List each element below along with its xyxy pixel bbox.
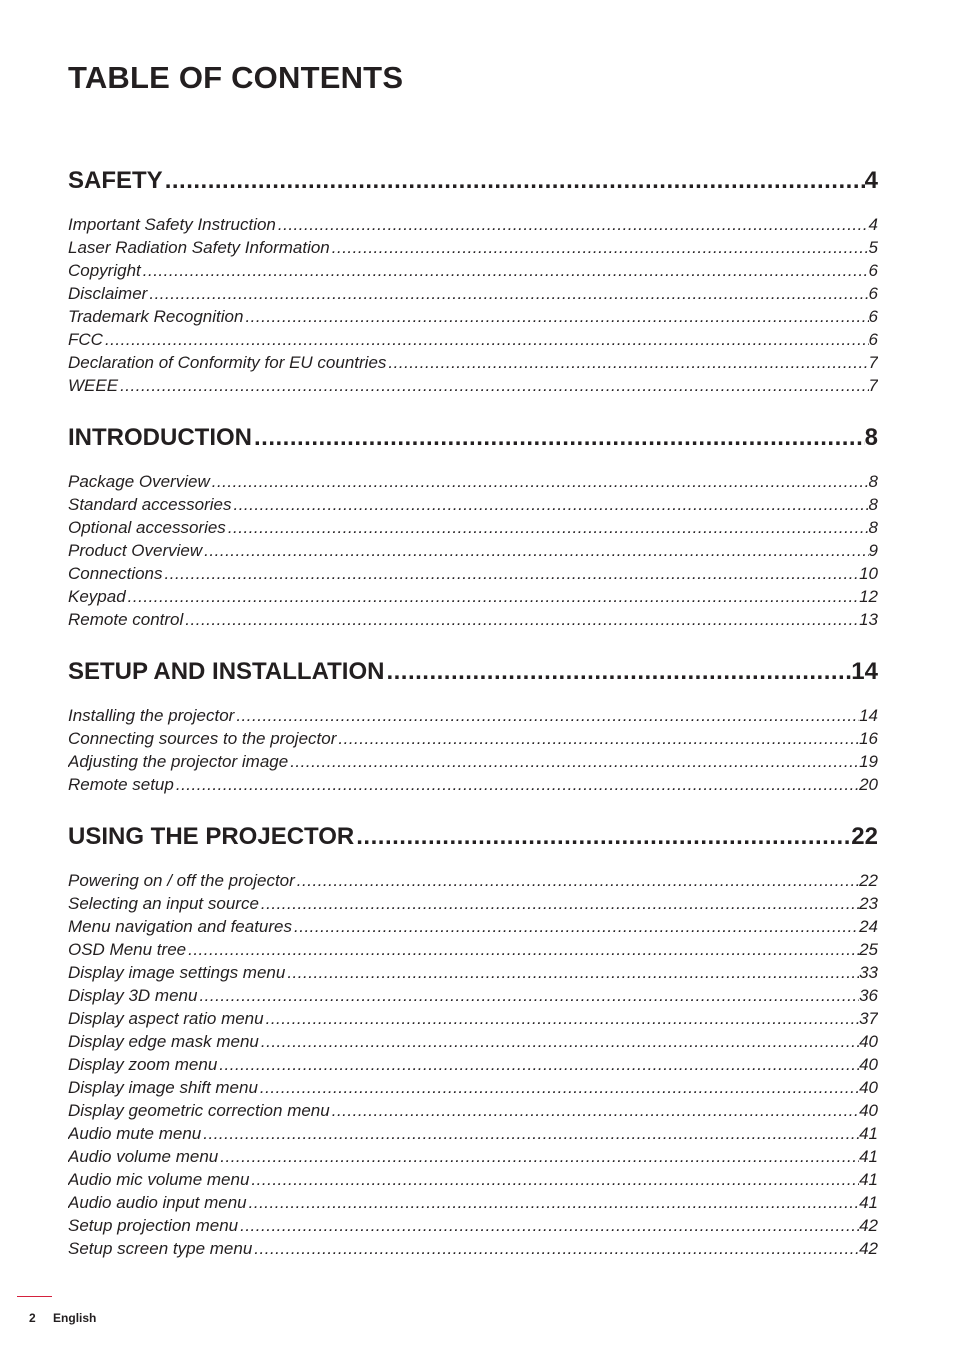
toc-entry-page: 41 <box>859 1193 878 1212</box>
toc-entry[interactable] <box>68 1030 878 1053</box>
toc-entry-page: 36 <box>859 986 878 1005</box>
toc-entry[interactable] <box>68 750 878 773</box>
toc-section-title: USING THE PROJECTOR <box>68 823 355 850</box>
toc-entry-title: Adjusting the projector image <box>68 752 289 771</box>
toc-entry-title: Audio mic volume menu <box>68 1170 250 1189</box>
dot-leader <box>163 164 865 198</box>
toc-entry[interactable] <box>68 915 878 938</box>
toc-entry-page: 25 <box>859 940 878 959</box>
toc-entry-title: Display zoom menu <box>68 1055 218 1074</box>
toc-entry-title: Display image settings menu <box>68 963 286 982</box>
toc-entry-title: Selecting an input source <box>68 894 259 913</box>
toc-section <box>68 421 878 631</box>
dot-leader <box>354 820 851 854</box>
dot-leader <box>238 1214 859 1237</box>
toc-entry[interactable] <box>68 539 878 562</box>
toc-section-page: 22 <box>851 823 878 850</box>
toc-entry-page: 23 <box>859 894 878 913</box>
toc-entry-page: 24 <box>859 917 878 936</box>
toc-section-heading[interactable] <box>68 164 878 198</box>
toc-entry-title: Audio mute menu <box>68 1124 202 1143</box>
toc-entry[interactable] <box>68 1099 878 1122</box>
toc-entry-title: Display edge mask menu <box>68 1032 259 1051</box>
toc-entry-title: Display 3D menu <box>68 986 198 1005</box>
toc-entry-title: Audio audio input menu <box>68 1193 247 1212</box>
toc-entry[interactable] <box>68 236 878 259</box>
toc-entry[interactable] <box>68 1237 878 1260</box>
toc-entry-title: Remote setup <box>68 775 174 794</box>
dot-leader <box>202 539 868 562</box>
dot-leader <box>231 493 868 516</box>
toc-entry-title: FCC <box>68 330 103 349</box>
toc-entry-title: OSD Menu tree <box>68 940 187 959</box>
dot-leader <box>126 585 859 608</box>
toc-entry-title: Optional accessories <box>68 518 226 537</box>
toc-entry-title: Powering on / off the projector <box>68 871 295 890</box>
page-footer <box>29 1311 96 1325</box>
toc-entry-page: 8 <box>868 518 878 537</box>
dot-leader <box>226 516 869 539</box>
dot-leader <box>276 213 869 236</box>
toc-entry-page: 19 <box>859 752 878 771</box>
toc-entry[interactable] <box>68 1168 878 1191</box>
toc-entry-title: WEEE <box>68 376 119 395</box>
toc-entry[interactable] <box>68 938 878 961</box>
dot-leader <box>386 351 868 374</box>
toc-entry[interactable] <box>68 470 878 493</box>
toc-entry-title: Trademark Recognition <box>68 307 244 326</box>
toc-entry-title: Connections <box>68 564 163 583</box>
toc-entry-page: 6 <box>868 330 878 349</box>
toc-section-title: INTRODUCTION <box>68 424 252 451</box>
toc-entry-title: Remote control <box>68 610 184 629</box>
toc-entry[interactable] <box>68 328 878 351</box>
toc-section-page: 4 <box>864 167 878 194</box>
dot-leader <box>295 869 859 892</box>
footer-page-number: 2 <box>29 1311 36 1325</box>
footer-accent-rule <box>17 1296 52 1297</box>
dot-leader <box>252 1237 859 1260</box>
dot-leader <box>336 727 859 750</box>
toc-entry[interactable] <box>68 773 878 796</box>
toc-entry-page: 42 <box>859 1216 878 1235</box>
toc-entry-page: 5 <box>868 238 878 257</box>
toc-entry-title: Laser Radiation Safety Information <box>68 238 330 257</box>
toc-entry[interactable] <box>68 1122 878 1145</box>
toc-entry-title: Disclaimer <box>68 284 148 303</box>
toc-entry-page: 40 <box>859 1055 878 1074</box>
footer-language: English <box>53 1311 97 1325</box>
toc-entry[interactable] <box>68 1076 878 1099</box>
toc-entry-title: Display image shift menu <box>68 1078 258 1097</box>
toc-entry-page: 41 <box>859 1124 878 1143</box>
toc-entry-title: Menu navigation and features <box>68 917 292 936</box>
dot-leader <box>217 1053 859 1076</box>
page-title: TABLE OF CONTENTS <box>68 60 404 95</box>
toc-entry-page: 9 <box>868 541 878 560</box>
toc-entry-page: 20 <box>859 775 878 794</box>
dot-leader <box>186 938 859 961</box>
toc-entry-page: 6 <box>868 307 878 326</box>
dot-leader <box>103 328 869 351</box>
toc-entry[interactable] <box>68 704 878 727</box>
toc-entry[interactable] <box>68 351 878 374</box>
toc-entry[interactable] <box>68 984 878 1007</box>
dot-leader <box>330 236 869 259</box>
toc-entry[interactable] <box>68 585 878 608</box>
toc-entry-title: Connecting sources to the projector <box>68 729 337 748</box>
dot-leader <box>330 1099 859 1122</box>
dot-leader <box>141 259 869 282</box>
toc-entry-page: 8 <box>868 472 878 491</box>
toc-entry-page: 40 <box>859 1032 878 1051</box>
toc-entry-title: Copyright <box>68 261 141 280</box>
dot-leader <box>247 1191 859 1214</box>
toc-section <box>68 820 878 1260</box>
dot-leader <box>163 562 860 585</box>
toc-entry-page: 7 <box>868 353 878 372</box>
toc-section-title: SETUP AND INSTALLATION <box>68 658 385 685</box>
toc-entry[interactable] <box>68 305 878 328</box>
dot-leader <box>210 470 869 493</box>
toc-entry-page: 42 <box>859 1239 878 1258</box>
dot-leader <box>384 655 851 689</box>
dot-leader <box>147 282 868 305</box>
toc-entry-title: Keypad <box>68 587 126 606</box>
toc-entry[interactable] <box>68 608 878 631</box>
toc-entry-page: 10 <box>859 564 878 583</box>
dot-leader <box>234 704 859 727</box>
toc-entry-page: 13 <box>859 610 878 629</box>
dot-leader <box>243 305 868 328</box>
toc-entry-title: Audio volume menu <box>68 1147 219 1166</box>
toc-entry[interactable] <box>68 493 878 516</box>
dot-leader <box>259 892 859 915</box>
toc-entry-page: 41 <box>859 1147 878 1166</box>
dot-leader <box>118 374 868 397</box>
toc-entry-page: 6 <box>868 284 878 303</box>
toc-entry-page: 33 <box>859 963 878 982</box>
toc-entry[interactable] <box>68 1214 878 1237</box>
toc-entry-title: Setup projection menu <box>68 1216 239 1235</box>
toc-entry[interactable] <box>68 374 878 397</box>
dot-leader <box>201 1122 859 1145</box>
dot-leader <box>285 961 859 984</box>
toc-entry-page: 22 <box>859 871 878 890</box>
toc-entry-title: Installing the projector <box>68 706 235 725</box>
toc-entry-title: Standard accessories <box>68 495 232 514</box>
toc-section-heading[interactable] <box>68 421 878 455</box>
dot-leader <box>183 608 859 631</box>
dot-leader <box>264 1007 859 1030</box>
toc-entry[interactable] <box>68 562 878 585</box>
toc-entry-title: Important Safety Instruction <box>68 215 276 234</box>
toc-entry-page: 41 <box>859 1170 878 1189</box>
dot-leader <box>197 984 859 1007</box>
dot-leader <box>218 1145 859 1168</box>
dot-leader <box>292 915 859 938</box>
toc-entry[interactable] <box>68 282 878 305</box>
toc-entry[interactable] <box>68 259 878 282</box>
toc-section-page: 14 <box>851 658 878 685</box>
toc-section <box>68 655 878 796</box>
toc-entry[interactable] <box>68 869 878 892</box>
toc-entry[interactable] <box>68 1145 878 1168</box>
toc-entry-title: Declaration of Conformity for EU countries <box>68 353 387 372</box>
toc-entry[interactable] <box>68 961 878 984</box>
toc-section-heading[interactable] <box>68 820 878 854</box>
toc-entry-page: 7 <box>868 376 878 395</box>
toc-entry[interactable] <box>68 892 878 915</box>
toc-entry[interactable] <box>68 516 878 539</box>
dot-leader <box>258 1076 859 1099</box>
dot-leader <box>252 421 865 455</box>
toc-entry-page: 6 <box>868 261 878 280</box>
toc-section-heading[interactable] <box>68 655 878 689</box>
toc-entry[interactable] <box>68 1191 878 1214</box>
toc-entry-page: 40 <box>859 1101 878 1120</box>
toc-entry-title: Display geometric correction menu <box>68 1101 330 1120</box>
toc-entry-page: 4 <box>868 215 878 234</box>
toc-entry-page: 14 <box>859 706 878 725</box>
toc-entry-title: Setup screen type menu <box>68 1239 253 1258</box>
toc-entry-page: 16 <box>859 729 878 748</box>
toc-entry[interactable] <box>68 1007 878 1030</box>
toc-entry[interactable] <box>68 1053 878 1076</box>
toc-section-title: SAFETY <box>68 167 163 194</box>
toc-section <box>68 164 878 397</box>
table-of-contents <box>68 164 878 1260</box>
toc-entry[interactable] <box>68 213 878 236</box>
toc-section-page: 8 <box>864 424 878 451</box>
toc-entry-page: 40 <box>859 1078 878 1097</box>
toc-entry-title: Display aspect ratio menu <box>68 1009 264 1028</box>
dot-leader <box>259 1030 859 1053</box>
toc-entry-title: Product Overview <box>68 541 203 560</box>
toc-entry[interactable] <box>68 727 878 750</box>
toc-entry-page: 12 <box>859 587 878 606</box>
dot-leader <box>288 750 859 773</box>
toc-entry-page: 37 <box>859 1009 878 1028</box>
toc-entry-page: 8 <box>868 495 878 514</box>
toc-entry-title: Package Overview <box>68 472 210 491</box>
dot-leader <box>174 773 859 796</box>
dot-leader <box>249 1168 859 1191</box>
